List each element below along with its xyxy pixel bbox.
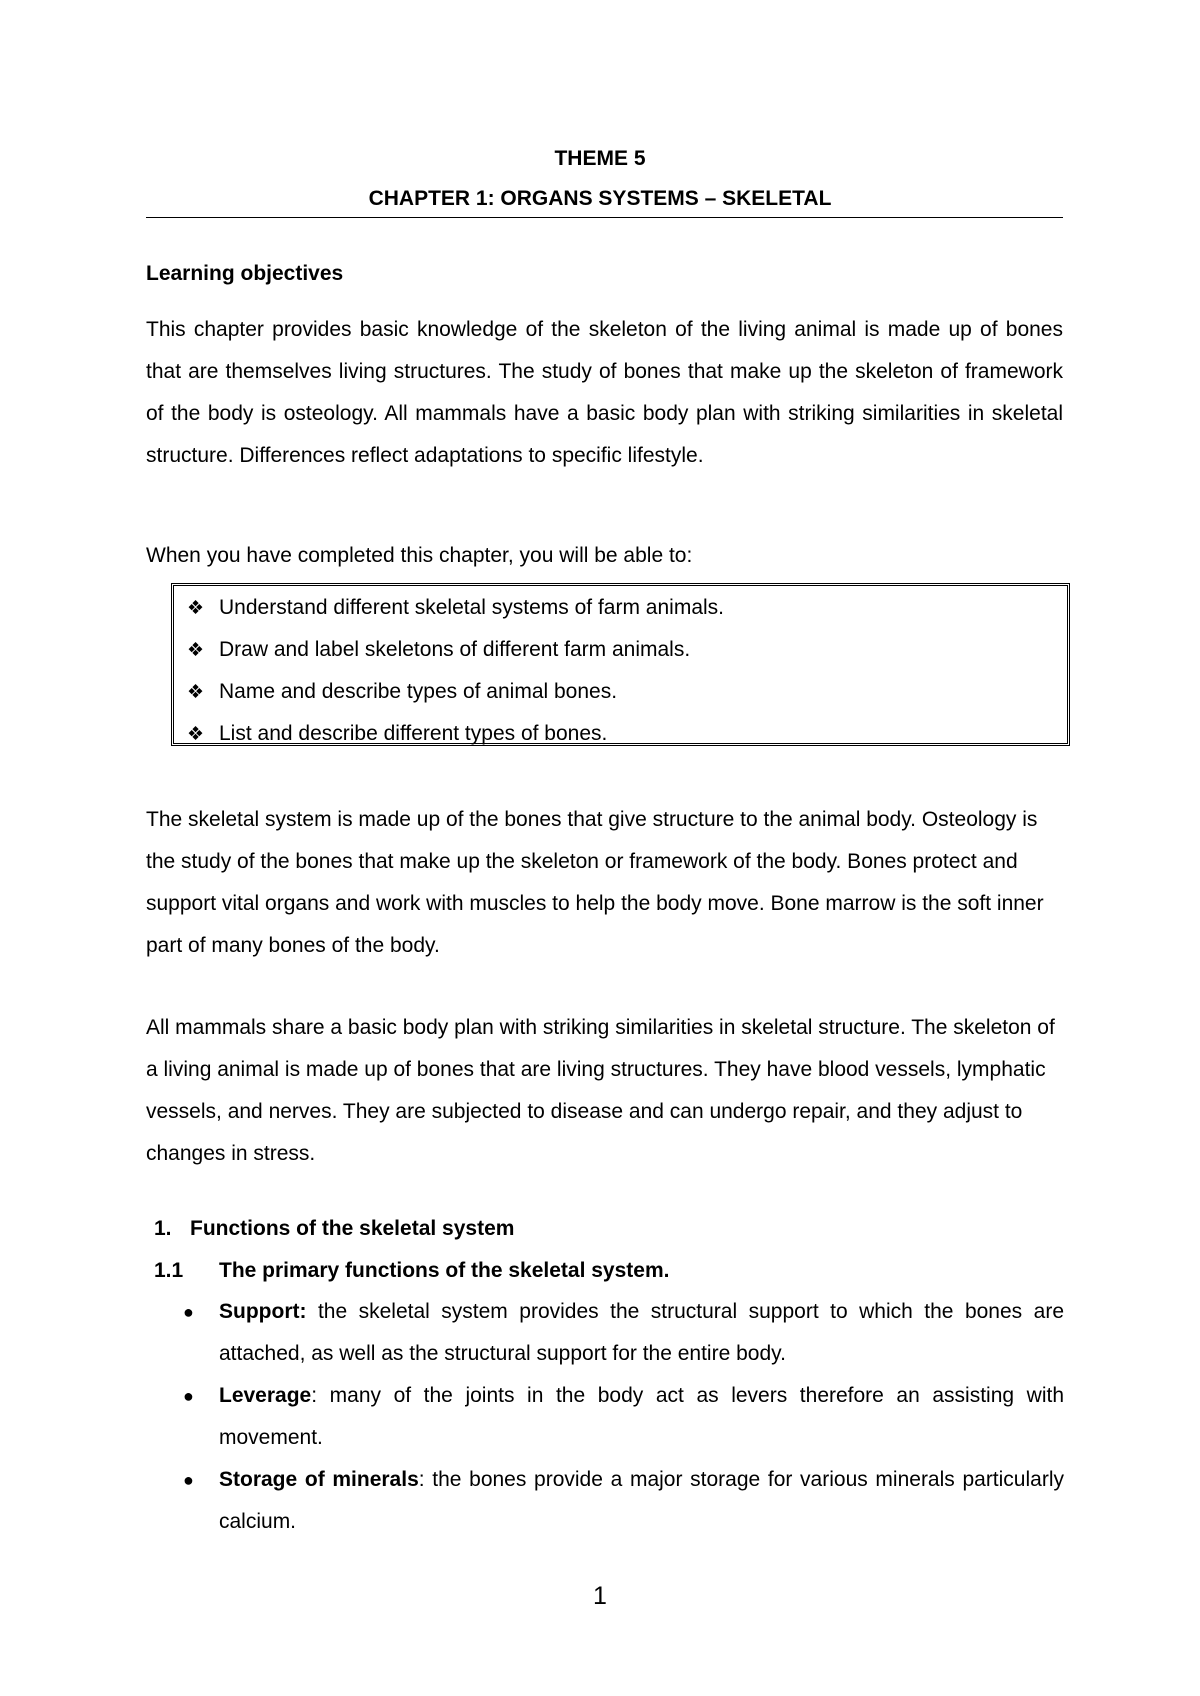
chapter-title: CHAPTER 1: ORGANS SYSTEMS – SKELETAL: [368, 187, 832, 210]
objective-text: Draw and label skeletons of different farm animals.: [219, 638, 691, 661]
objective-item: [187, 596, 724, 621]
function-term: Support:: [219, 1300, 307, 1323]
function-text: : many of the joints in the body act as levers therefore an assisting with movement.: [219, 1384, 1064, 1449]
objectives-box: [171, 583, 1070, 746]
objective-text: Understand different skeletal systems of farm animals.: [219, 596, 724, 619]
title-underline: [146, 217, 1063, 218]
objective-text: List and describe different types of bones.: [219, 722, 608, 745]
function-term: Leverage: [219, 1384, 312, 1407]
objective-item: [187, 638, 690, 663]
function-item: [219, 1291, 1064, 1375]
skeletal-system-paragraph: The skeletal system is made up of the bones that give structure to the animal body. Osteology is the study of the bones that make up the skeleton or framework of the body. Bones protect and support vital organs and work with muscles to help the body move. Bone marrow is the soft inner part of many bones of the body.: [146, 808, 1044, 957]
section-number: 1.: [154, 1217, 172, 1240]
page-number: 1: [593, 1582, 607, 1610]
subsection-heading: The primary functions of the skeletal system.: [219, 1259, 670, 1282]
function-term: Storage of minerals: [219, 1468, 419, 1491]
theme-title: THEME 5: [554, 147, 646, 170]
round-bullet-icon: ●: [183, 1470, 194, 1490]
subsection-number: 1.1: [154, 1259, 184, 1282]
learning-objectives-heading: Learning objectives: [146, 262, 344, 285]
section-heading: Functions of the skeletal system: [190, 1217, 515, 1240]
mammals-paragraph: All mammals share a basic body plan with striking similarities in skeletal structure. The skeleton of a living animal is made up of bones that are living structures. They have blood vessels, lymphatic vessels, and nerves. They are subjected to disease and can undergo repair, and they adjust to changes in stress.: [146, 1016, 1055, 1165]
diamond-bullet-icon: ❖: [187, 598, 205, 619]
diamond-bullet-icon: ❖: [187, 724, 205, 745]
function-item: [219, 1375, 1064, 1459]
function-text: the skeletal system provides the structural support to which the bones are attached, as well as the structural support for the entire body.: [219, 1300, 1064, 1365]
objective-item: [187, 680, 617, 705]
round-bullet-icon: ●: [183, 1302, 194, 1322]
learning-intro-paragraph: This chapter provides basic knowledge of the skeleton of the living animal is made up of bones that are themselves living structures. The study of bones that make up the skeleton of framework of the body is osteology. All mammals have a basic body plan with striking similarities in skeletal structure. Differences reflect adaptations to specific lifestyle.: [146, 318, 1063, 467]
function-item: [219, 1459, 1064, 1543]
objectives-lead-text: When you have completed this chapter, you will be able to:: [146, 544, 693, 567]
diamond-bullet-icon: ❖: [187, 682, 205, 703]
function-text: : the bones provide a major storage for various minerals particularly calcium.: [219, 1468, 1064, 1533]
objective-text: Name and describe types of animal bones.: [219, 680, 618, 703]
objective-item: [187, 722, 607, 747]
round-bullet-icon: ●: [183, 1386, 194, 1406]
diamond-bullet-icon: ❖: [187, 640, 205, 661]
